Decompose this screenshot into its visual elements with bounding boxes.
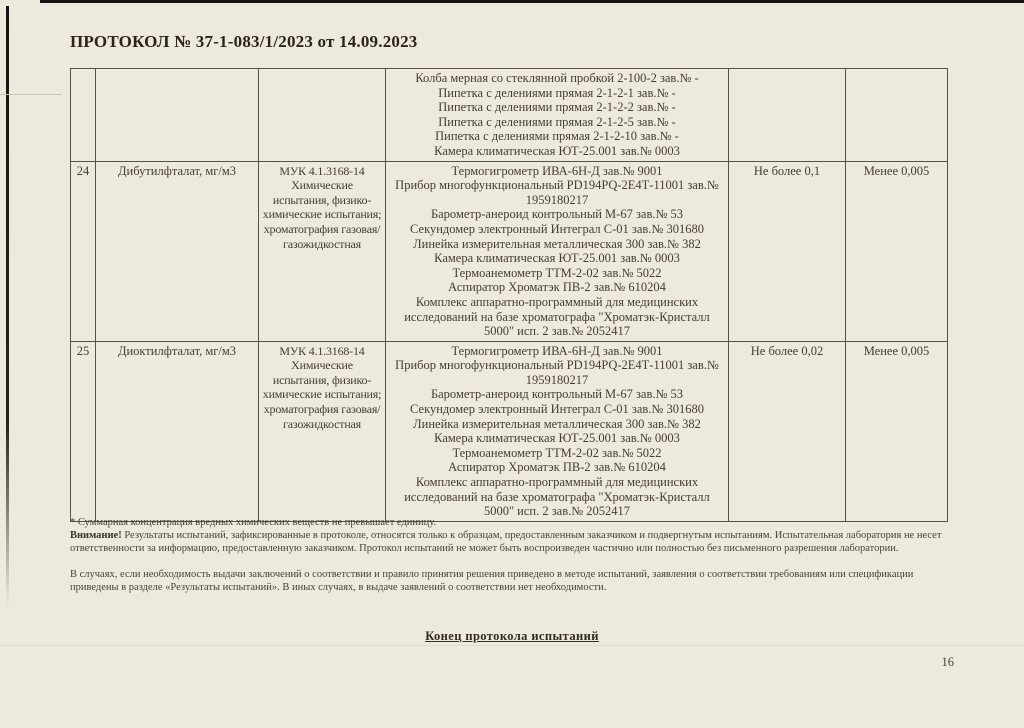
equipment-line: Термогигрометр ИВА-6Н-Д зав.№ 9001 (451, 163, 663, 178)
equipment-line: Комплекс аппаратно-программный для медицинских исследований на базе хроматографа "Хроматэк-Кристалл 5000" исп. 2 зав.№ 2052417 (404, 475, 710, 519)
scan-crease-line (0, 645, 1024, 646)
indicator-cell: Диоктилфталат, мг/м3 (96, 341, 259, 521)
footnote-attention (70, 529, 960, 555)
equipment-line: Линейка измерительная металлическая 300 зав.№ 382 (413, 236, 701, 251)
end-of-protocol-note (0, 629, 1024, 644)
equipment-line: Линейка измерительная металлическая 300 зав.№ 382 (413, 416, 701, 431)
method-cell: МУК 4.1.3168-14 Химические испытания, физико-химические испытания; хроматография газовая/газожидкостная (259, 341, 386, 521)
equipment-line: Термоанемометр ТТМ-2-02 зав.№ 5022 (452, 265, 662, 280)
indicator-cell (96, 69, 259, 162)
equipment-cell (386, 161, 729, 341)
results-table (70, 68, 948, 522)
footnote-attention-label: Внимание! (70, 530, 122, 541)
equipment-cell (386, 341, 729, 521)
equipment-line: Комплекс аппаратно-программный для медицинских исследований на базе хроматографа "Хроматэк-Кристалл 5000" исп. 2 зав.№ 2052417 (404, 294, 710, 339)
requirement-cell: Не более 0,1 (729, 161, 846, 341)
row-number-cell (71, 69, 96, 162)
indicator-cell: Дибутилфталат, мг/м3 (96, 161, 259, 341)
scan-left-edge (6, 6, 9, 606)
footnotes-block (70, 516, 960, 594)
method-cell (259, 69, 386, 162)
equipment-line: Камера климатическая ЮТ-25.001 зав.№ 0003 (434, 143, 680, 158)
equipment-line: Аспиратор Хроматэк ПВ-2 зав.№ 610204 (448, 460, 666, 475)
equipment-line: Прибор многофункциональный PD194PQ-2Е4Т-11001 зав.№ 1959180217 (395, 358, 719, 387)
equipment-line: Колба мерная со стеклянной пробкой 2-100-2 зав.№ - (415, 71, 699, 85)
footnote-sum: * Суммарная концентрация вредных химических веществ не превышает единицу. (70, 517, 437, 528)
equipment-line: Пипетка с делениями прямая 2-1-2-5 зав.№ - (438, 114, 676, 129)
equipment-cell (386, 69, 729, 162)
row-number-cell: 24 (71, 161, 96, 341)
page-number: 16 (941, 655, 954, 669)
table-row-25 (71, 341, 948, 521)
equipment-line: Пипетка с делениями прямая 2-1-2-1 зав.№ - (438, 85, 676, 100)
table-row-24 (71, 161, 948, 341)
equipment-line: Термоанемометр ТТМ-2-02 зав.№ 5022 (452, 445, 662, 460)
result-cell (846, 69, 948, 162)
result-cell: Менее 0,005 (846, 161, 948, 341)
end-of-protocol-text: Конец протокола испытаний (425, 629, 599, 643)
equipment-line: Секундомер электронный Интеграл С-01 зав.№ 301680 (410, 221, 704, 236)
equipment-line: Камера климатическая ЮТ-25.001 зав.№ 0003 (434, 431, 680, 446)
page-title: ПРОТОКОЛ № 37-1-083/1/2023 от 14.09.2023 (70, 32, 418, 51)
equipment-line: Пипетка с делениями прямая 2-1-2-10 зав.№ - (435, 129, 679, 144)
requirement-cell (729, 69, 846, 162)
result-cell: Менее 0,005 (846, 341, 948, 521)
equipment-line: Термогигрометр ИВА-6Н-Д зав.№ 9001 (451, 343, 663, 358)
equipment-line: Пипетка с делениями прямая 2-1-2-2 зав.№ - (438, 100, 676, 115)
equipment-line: Аспиратор Хроматэк ПВ-2 зав.№ 610204 (448, 280, 666, 295)
equipment-line: Секундомер электронный Интеграл С-01 зав.№ 301680 (410, 402, 704, 417)
equipment-line: Барометр-анероид контрольный М-67 зав.№ 53 (430, 387, 684, 402)
scan-paper-edge-line (0, 94, 62, 95)
method-cell: МУК 4.1.3168-14 Химические испытания, физико-химические испытания; хроматография газовая/газожидкостная (259, 161, 386, 341)
table-row-continuation (71, 69, 948, 162)
equipment-line: Камера климатическая ЮТ-25.001 зав.№ 0003 (434, 251, 680, 266)
requirement-cell: Не более 0,02 (729, 341, 846, 521)
footnote-attention-text: Результаты испытаний, зафиксированные в протоколе, относятся только к образцам, предоставленным заказчиком и подвергнутым испытаниям. Испытательная лаборатория не несет ответственности за информацию, предоставленную заказчиком. Протокол испытаний не может быть воспроизведен частично или полностью без письменного разрешения лаборатории. (70, 530, 942, 554)
equipment-line: Барометр-анероид контрольный М-67 зав.№ 53 (430, 207, 684, 222)
footnote-cases: В случаях, если необходимость выдачи заключений о соответствии и правило принятия решения приведено в методе испытаний, заявления о соответствии требованиям или спецификации приведены в разделе «Результаты испытаний». В иных случаях, в выдаче заявлений о соответствии нет необходимости. (70, 569, 914, 593)
scan-top-edge (40, 0, 1024, 3)
equipment-line: Прибор многофункциональный PD194PQ-2Е4Т-11001 зав.№ 1959180217 (395, 178, 719, 207)
row-number-cell: 25 (71, 341, 96, 521)
